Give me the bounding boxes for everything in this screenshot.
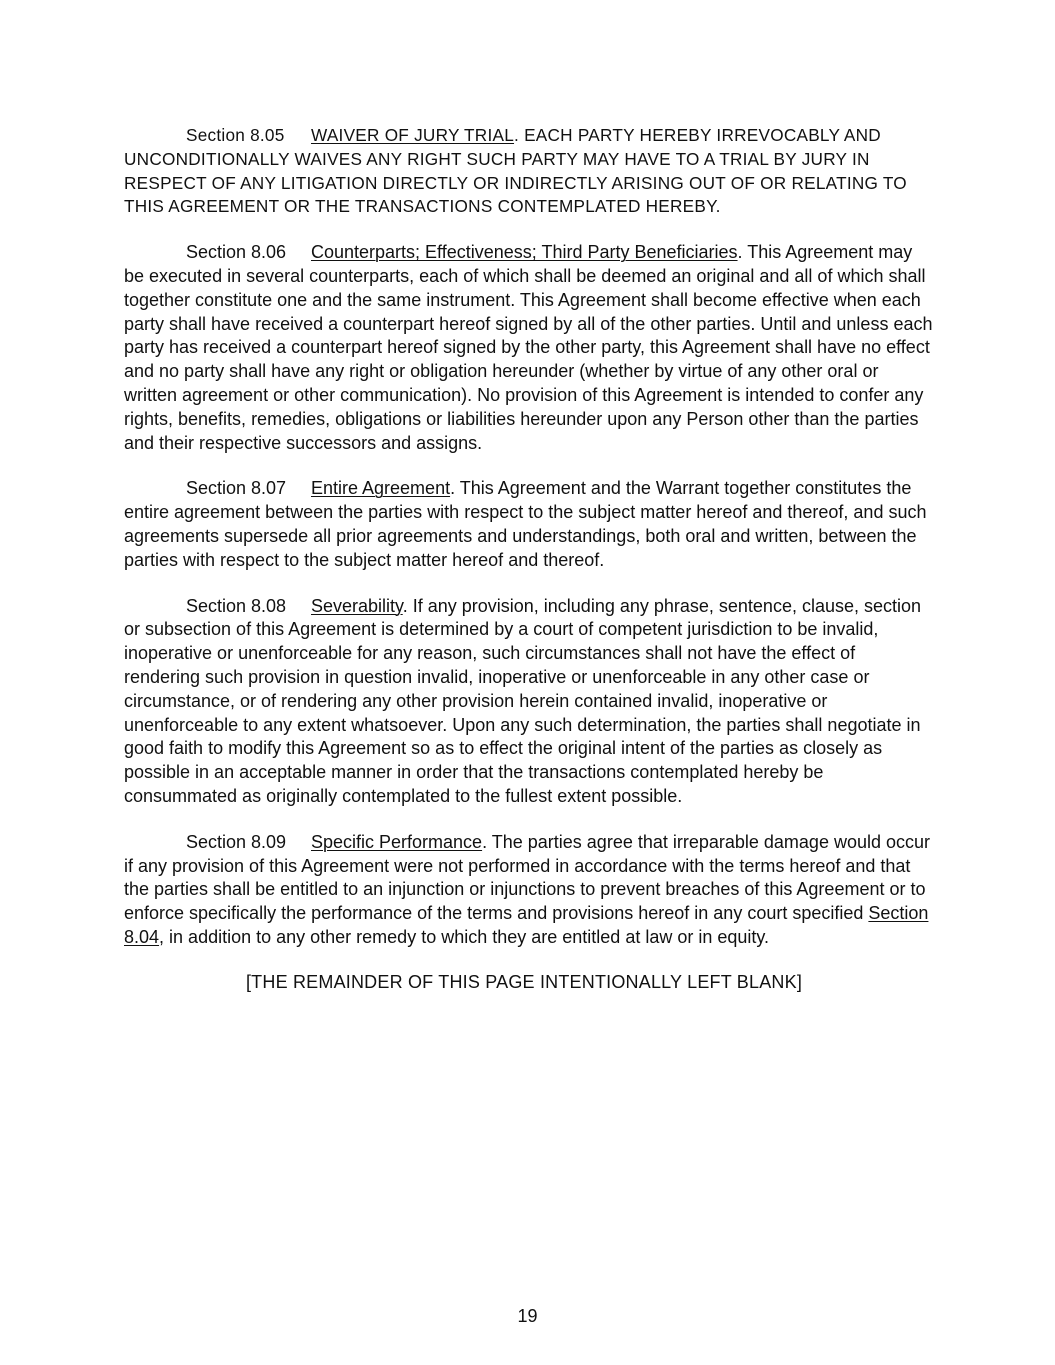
section-title: Severability (311, 595, 403, 616)
section-title: Entire Agreement (311, 478, 451, 499)
section-8-09 (124, 831, 936, 950)
section-8-06 (124, 241, 936, 455)
intentionally-blank-notice: [THE REMAINDER OF THIS PAGE INTENTIONALLY LEFT BLANK] (245, 971, 803, 992)
section-body: . The parties agree that irreparable damage would occur if any provision of this Agreement were not performed in accordance with the terms hereof and that the parties shall be entitled to an injunction or injunctions to prevent breaches of this Agreement or to enforce specifically the performance of the terms and provisions hereof in any court specified (124, 831, 931, 924)
section-8-08 (124, 595, 936, 809)
section-number: Section 8.07 (186, 478, 287, 499)
section-body: . EACH PARTY HEREBY IRREVOCABLY AND UNCONDITIONALLY WAIVES ANY RIGHT SUCH PARTY MAY HAVE TO A TRIAL BY JURY IN RESPECT OF ANY LITIGATION DIRECTLY OR INDIRECTLY ARISING OUT OF OR RELATING TO THIS AGREEMENT OR THE TRANSACTIONS CONTEMPLATED HEREBY. (124, 125, 907, 217)
section-number: Section 8.05 (186, 125, 285, 145)
section-number: Section 8.09 (186, 831, 287, 852)
section-title: Counterparts; Effectiveness; Third Party Beneficiaries (311, 242, 738, 263)
section-body: . This Agreement may be executed in several counterparts, each of which shall be deemed an original and all of which shall together constitute one and the same instrument. This Agreement shall become effective when each party shall have received a counterpart hereof signed by all of the other parties. Until and unless each party has received a counterpart hereof signed by the other party, this Agreement shall have no effect and no party shall have any right or obligation hereunder (whether by virtue of any other oral or written agreement or other communication). No provision of this Agreement is intended to confer any rights, benefits, remedies, obligations or liabilities hereunder upon any Person other than the parties and their respective successors and assigns. (124, 242, 933, 453)
section-title: WAIVER OF JURY TRIAL (311, 125, 515, 145)
section-body-continued: , in addition to any other remedy to which they are entitled at law or in equity. (159, 926, 770, 947)
section-body: . This Agreement and the Warrant together constitutes the entire agreement between the parties with respect to the subject matter hereof and thereof, and such agreements supersede all prior agreements and understandings, both oral and written, between the parties with respect to the subject matter hereof and thereof. (124, 478, 927, 570)
section-8-05 (124, 124, 936, 219)
section-body: . If any provision, including any phrase, sentence, clause, section or subsection of this Agreement is determined by a court of competent jurisdiction to be invalid, inoperative or unenforceable for any reason, such circumstances shall not have the effect of rendering such provision in question invalid, inoperative or unenforceable in any other case or circumstance, or of rendering any other provision herein contained invalid, inoperative or unenforceable to any extent whatsoever. Upon any such determination, the parties shall negotiate in good faith to modify this Agreement so as to effect the original intent of the parties as closely as possible in an acceptable manner in order that the transactions contemplated hereby be consummated as originally contemplated to the fullest extent possible. (124, 595, 922, 806)
section-number: Section 8.08 (186, 595, 287, 616)
section-8-07 (124, 477, 936, 572)
page-number: 19 (517, 1306, 538, 1326)
section-reference-link: Section 8.04 (124, 903, 929, 947)
section-number: Section 8.06 (186, 242, 287, 263)
document-body (124, 124, 936, 993)
section-title: Specific Performance (311, 831, 483, 852)
